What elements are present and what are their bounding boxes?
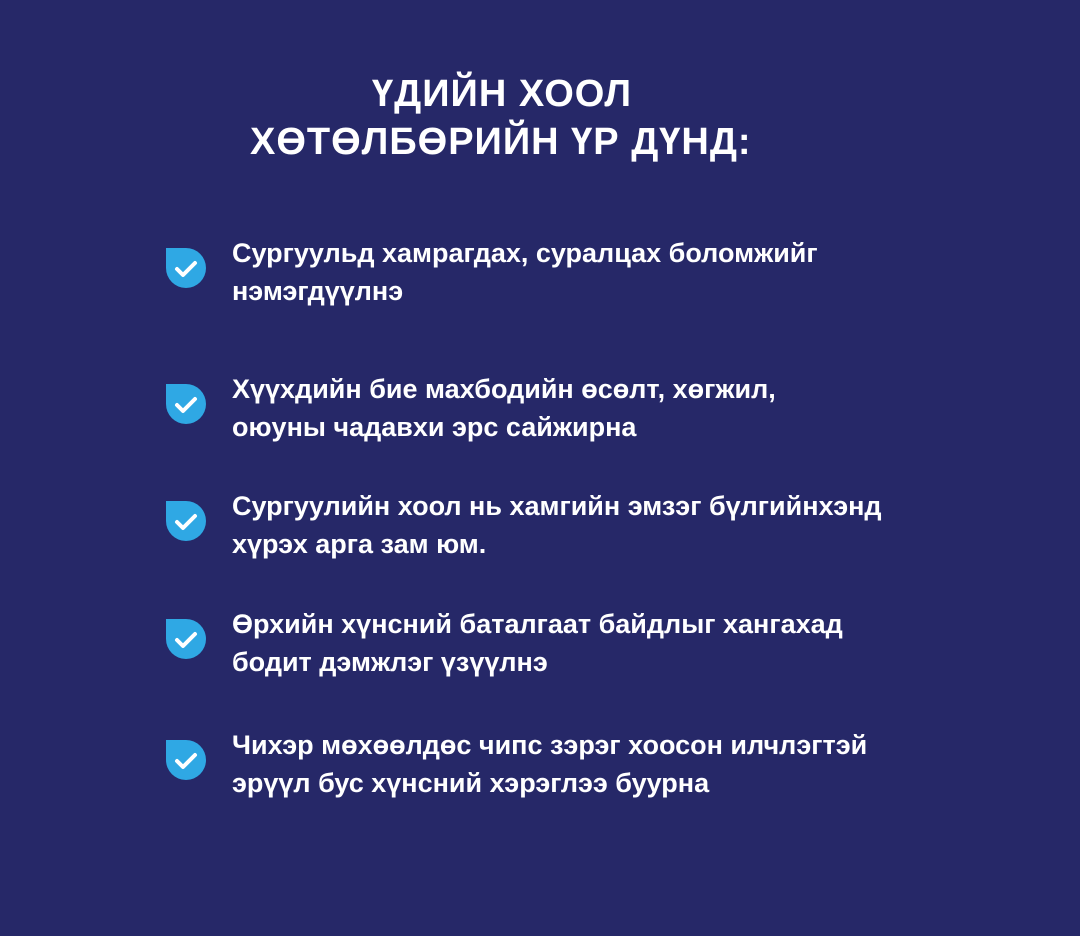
check-badge-icon (164, 499, 208, 543)
benefit-item (164, 726, 1044, 806)
title-line-2: ХӨТӨЛБӨРИЙН ҮР ДҮНД: (250, 121, 752, 163)
benefit-item (164, 605, 1044, 685)
benefit-line-2: бодит дэмжлэг үзүүлнэ (232, 647, 548, 677)
benefit-item (164, 487, 1044, 567)
check-badge-icon (164, 738, 208, 782)
benefit-line-2: хүрэх арга зам юм. (232, 529, 487, 559)
benefit-line-2: оюуны чадавхи эрс сайжирна (232, 412, 637, 442)
check-badge-icon (164, 382, 208, 426)
benefit-text (232, 370, 1032, 446)
benefit-line-1: Чихэр мөхөөлдөс чипс зэрэг хоосон илчлэгтэй (232, 730, 868, 760)
benefit-text (232, 726, 1032, 802)
check-badge-icon (164, 246, 208, 290)
benefit-text (232, 605, 1032, 681)
check-badge-icon (164, 617, 208, 661)
benefit-item (164, 234, 1044, 314)
benefit-item (164, 370, 1044, 450)
benefit-text (232, 487, 1032, 563)
benefit-text (232, 234, 1032, 310)
benefit-line-1: Хүүхдийн бие махбодийн өсөлт, хөгжил, (232, 374, 776, 404)
benefit-line-1: Сургуульд хамрагдах, суралцах боломжийг (232, 238, 818, 268)
benefit-line-2: нэмэгдүүлнэ (232, 276, 404, 306)
benefit-line-2: эрүүл бус хүнсний хэрэглээ буурна (232, 768, 710, 798)
benefit-line-1: Сургуулийн хоол нь хамгийн эмзэг бүлгийнхэнд (232, 491, 882, 521)
title-line-1: ҮДИЙН ХООЛ (372, 73, 633, 115)
benefit-line-1: Өрхийн хүнсний баталгаат байдлыг хангахад (232, 609, 843, 639)
